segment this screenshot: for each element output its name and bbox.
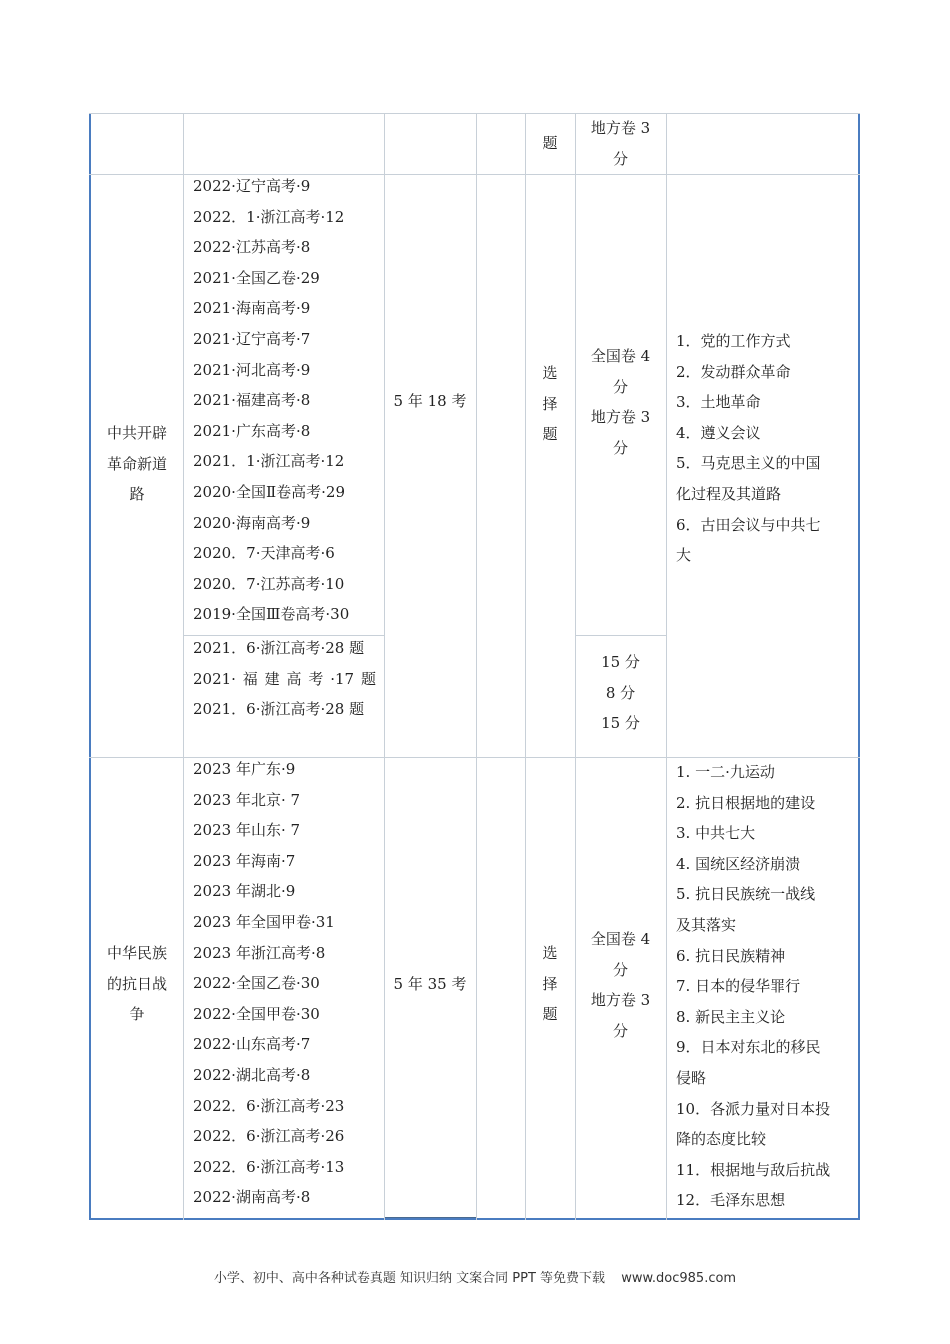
- list-item: 2021·广东高考·8: [193, 421, 311, 440]
- list-item: 2022·全国甲卷·30: [193, 1004, 320, 1023]
- column-divider: [183, 113, 184, 1220]
- score-cell: 全国卷 4 分 地方卷 3 分: [590, 347, 651, 457]
- list-item: 2022．1·浙江高考·12: [193, 207, 345, 226]
- exam-item-list: [193, 754, 344, 1213]
- knowledge-point-list: [676, 757, 830, 1216]
- score-cell: 全国卷 4 分 地方卷 3 分: [590, 930, 651, 1040]
- list-item: 1．党的工作方式: [676, 332, 791, 350]
- exam-item-list: [193, 171, 349, 630]
- list-item: 4．遵义会议: [676, 423, 761, 442]
- column-divider: [384, 113, 385, 1220]
- list-item: 2022·江苏高考·8: [193, 238, 311, 257]
- list-item: 2020·海南高考·9: [193, 513, 311, 532]
- topic-cell: 中共开辟 革命新道 路: [106, 424, 167, 504]
- list-item: 2. 抗日根据地的建设: [676, 793, 816, 812]
- list-item: 2020．7·天津高考·6: [193, 544, 335, 563]
- column-divider: [666, 113, 667, 1220]
- list-item: 大: [676, 546, 692, 565]
- list-item: 2023 年浙江高考·8: [193, 943, 326, 962]
- topic-cell: 中华民族 的抗日战 争: [106, 944, 167, 1024]
- list-item: 2022·湖南高考·8: [193, 1188, 311, 1207]
- list-item: 2023 年山东· 7: [193, 821, 301, 840]
- list-item: 11．根据地与敌后抗战: [676, 1160, 831, 1179]
- list-item: 2022·湖北高考·8: [193, 1065, 311, 1084]
- list-item: 化过程及其道路: [676, 484, 782, 503]
- list-item: 2021· 福 建 高 考 ·17 题: [193, 669, 376, 688]
- type-cell-top: 题: [542, 134, 558, 152]
- list-item: 2021·海南高考·9: [193, 299, 311, 318]
- list-item: 5. 抗日民族统一战线: [676, 885, 816, 904]
- list-item: 2019·全国Ⅲ卷高考·30: [193, 605, 350, 624]
- essay-score-cell: 15 分 8 分 15 分: [601, 653, 640, 733]
- cell-underline: [385, 1217, 476, 1218]
- row-divider: [575, 635, 666, 636]
- footer-text: 小学、初中、高中各种试卷真题 知识归纳 文案合同 PPT 等免费下载: [213, 1271, 606, 1286]
- table-border-left: [89, 113, 91, 1220]
- frequency-cell: 5 年 35 考: [393, 975, 467, 993]
- list-item: 2．发动群众革命: [676, 362, 791, 381]
- list-item: 2022．6·浙江高考·26: [193, 1127, 345, 1146]
- exam-analysis-table: [89, 113, 860, 1220]
- list-item: 7. 日本的侵华罪行: [676, 977, 801, 996]
- list-item: 及其落实: [676, 915, 737, 934]
- list-item: 1. 一二·九运动: [676, 763, 775, 781]
- footer-link[interactable]: www.doc985.com: [621, 1271, 737, 1286]
- list-item: 降的态度比较: [676, 1130, 767, 1149]
- list-item: 2021．6·浙江高考·28 题: [193, 700, 365, 719]
- knowledge-point-list: [676, 326, 821, 571]
- list-item: 4. 国统区经济崩溃: [676, 854, 801, 873]
- list-item: 2020．7·江苏高考·10: [193, 574, 345, 593]
- column-divider: [525, 113, 526, 1220]
- essay-item-list: [193, 633, 376, 725]
- question-type-cell: 选 择 题: [542, 944, 558, 1024]
- column-divider: [476, 113, 477, 1220]
- list-item: 2021·河北高考·9: [193, 360, 311, 379]
- list-item: 10．各派力量对日本投: [676, 1099, 831, 1118]
- list-item: 2020·全国Ⅱ卷高考·29: [193, 482, 345, 501]
- list-item: 2023 年北京· 7: [193, 790, 301, 809]
- list-item: 8. 新民主主义论: [676, 1007, 786, 1026]
- table-border-right: [858, 113, 860, 1220]
- list-item: 3．土地革命: [676, 393, 761, 412]
- score-cell-top: 地方卷 3 分: [590, 119, 651, 168]
- list-item: 9．日本对东北的移民: [676, 1038, 821, 1057]
- list-item: 2023 年广东·9: [193, 760, 296, 778]
- list-item: 2021·福建高考·8: [193, 391, 311, 410]
- list-item: 2022．6·浙江高考·23: [193, 1096, 345, 1115]
- table-border-bottom: [89, 1218, 860, 1220]
- list-item: 2023 年全国甲卷·31: [193, 912, 335, 931]
- list-item: 侵略: [676, 1068, 707, 1087]
- list-item: 2022·辽宁高考·9: [193, 177, 311, 195]
- list-item: 6．古田会议与中共七: [676, 515, 821, 534]
- list-item: 2022·山东高考·7: [193, 1035, 311, 1054]
- list-item: 2021．6·浙江高考·28 题: [193, 639, 365, 657]
- list-item: 2022·全国乙卷·30: [193, 974, 320, 993]
- page-footer: [0, 1267, 950, 1286]
- list-item: 12．毛泽东思想: [676, 1191, 786, 1210]
- list-item: 2021·全国乙卷·29: [193, 268, 320, 287]
- list-item: 6. 抗日民族精神: [676, 946, 786, 965]
- list-item: 2023 年湖北·9: [193, 882, 296, 901]
- list-item: 2021．1·浙江高考·12: [193, 452, 345, 471]
- frequency-cell: 5 年 18 考: [393, 392, 467, 410]
- list-item: 2023 年海南·7: [193, 851, 296, 870]
- list-item: 5．马克思主义的中国: [676, 454, 821, 473]
- row-divider: [89, 113, 860, 114]
- list-item: 2021·辽宁高考·7: [193, 329, 311, 348]
- question-type-cell: 选 择 题: [542, 364, 558, 444]
- list-item: 2022．6·浙江高考·13: [193, 1157, 345, 1176]
- list-item: 3. 中共七大: [676, 824, 756, 843]
